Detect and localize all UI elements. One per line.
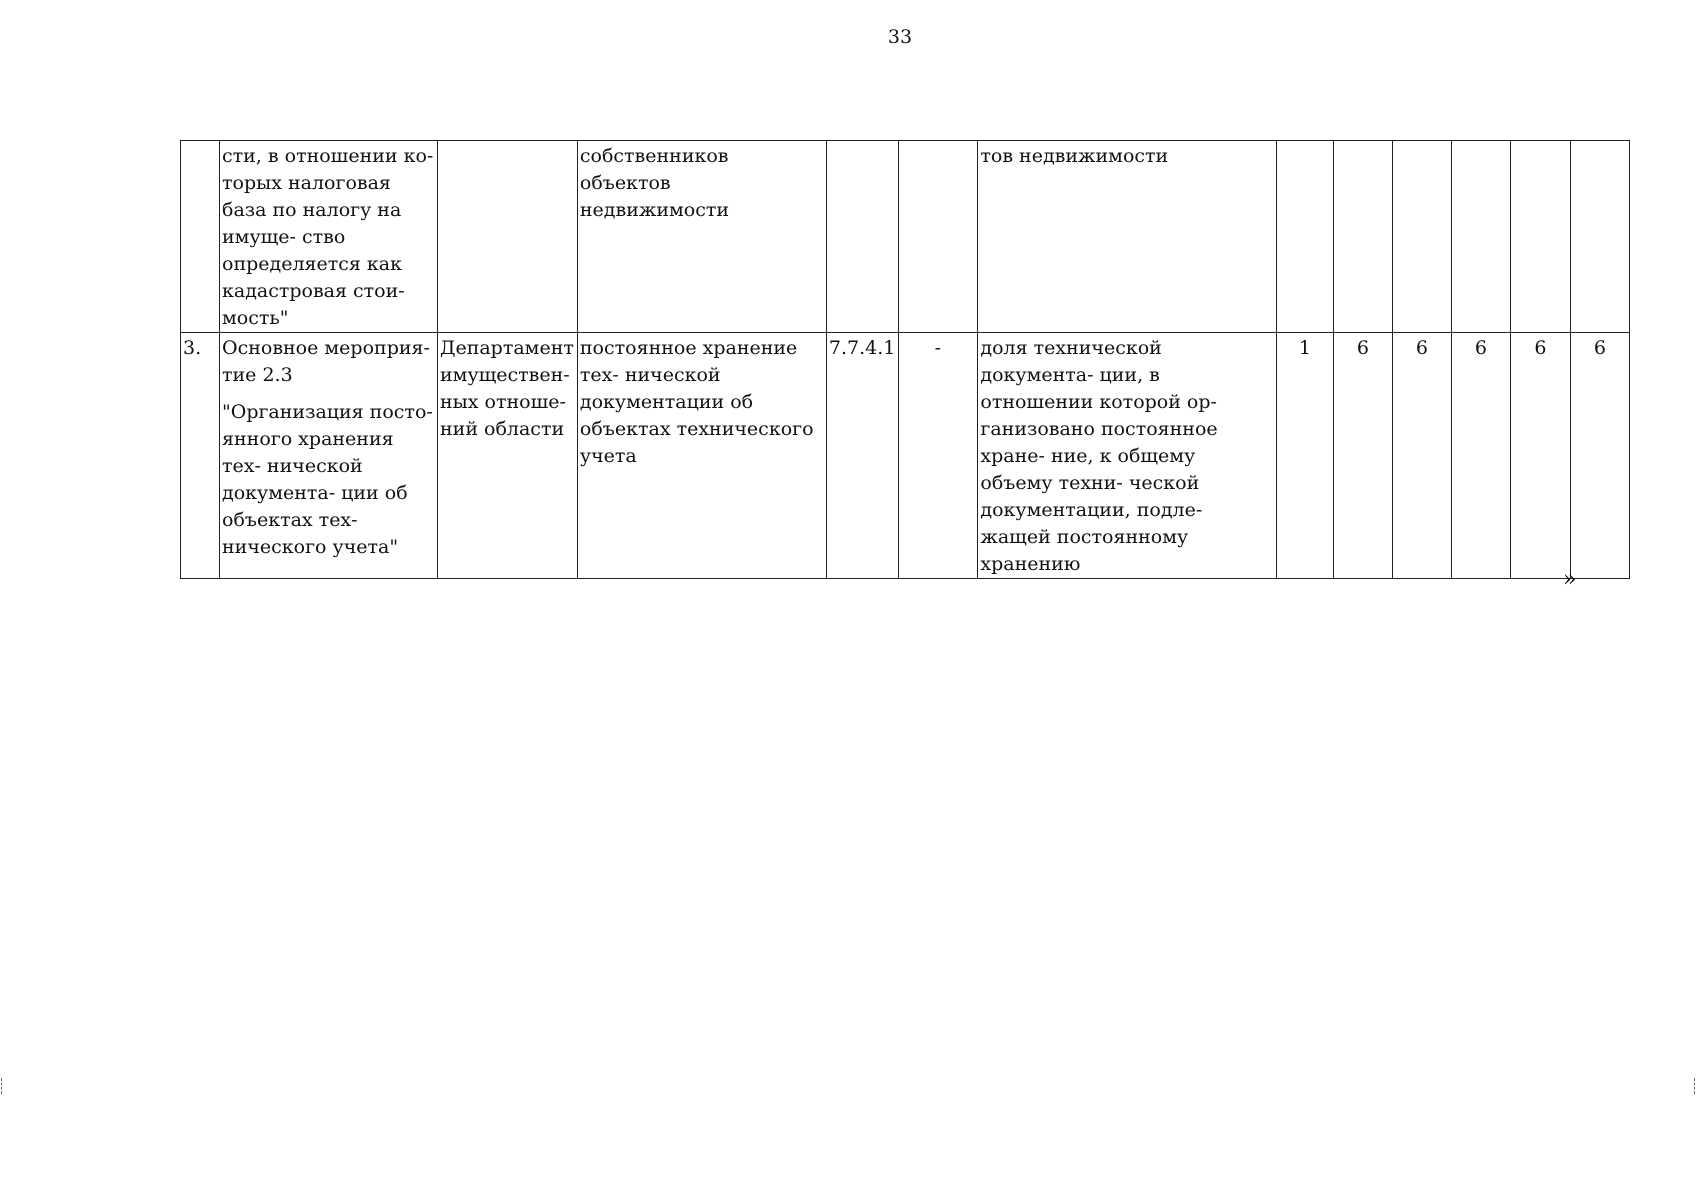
table-row (181, 141, 1630, 333)
cell-code (826, 141, 898, 333)
cell-executor (438, 141, 578, 333)
scan-edge-mark-left (1, 1078, 5, 1094)
cell-value: 6 (1334, 333, 1393, 579)
cell-value (1511, 141, 1571, 333)
cell-value: 6 (1452, 333, 1511, 579)
table-row (181, 333, 1630, 579)
cell-value: 6 (1511, 333, 1571, 579)
cell-measure-name (220, 333, 438, 579)
cell-link: - (899, 333, 978, 579)
cell-number (181, 141, 220, 333)
cell-value: 6 (1393, 333, 1452, 579)
cell-value (1334, 141, 1393, 333)
page-number: 33 (887, 26, 913, 48)
measure-name-text: "Организация посто- янного хранения тех- нической документа- ции об объектах тех- нического учета" (222, 401, 433, 558)
cell-measure-name (220, 141, 438, 333)
cell-value: 1 (1277, 333, 1334, 579)
cell-code: 7.7.4.1 (826, 333, 898, 579)
measures-table (180, 140, 1630, 579)
measure-name-text: сти, в отношении ко- торых налоговая база по налогу на имуще- ство определяется как кадастровая стои- мость" (222, 145, 434, 329)
cell-value: 6 (1571, 333, 1630, 579)
cell-value (1571, 141, 1630, 333)
cell-indicator: доля технической документа- ции, в отношении которой ор- ганизовано постоянное хране- ние, к общему объему техни- ческой документации, подле- жащей постоянному хранению (978, 333, 1277, 579)
cell-link (899, 141, 978, 333)
cell-expected-result: собственников объектов недвижимости (577, 141, 826, 333)
cell-value (1277, 141, 1334, 333)
cell-executor: Департамент имуществен- ных отноше- ний области (438, 333, 578, 579)
cell-value (1393, 141, 1452, 333)
cell-expected-result: постоянное хранение тех- нической документации об объектах технического учета (577, 333, 826, 579)
cell-number: 3. (181, 333, 220, 579)
closing-quote: » (1563, 567, 1577, 592)
measure-name-text: Основное мероприя- тие 2.3 (222, 337, 430, 386)
cell-value (1452, 141, 1511, 333)
cell-indicator: тов недвижимости (978, 141, 1277, 333)
